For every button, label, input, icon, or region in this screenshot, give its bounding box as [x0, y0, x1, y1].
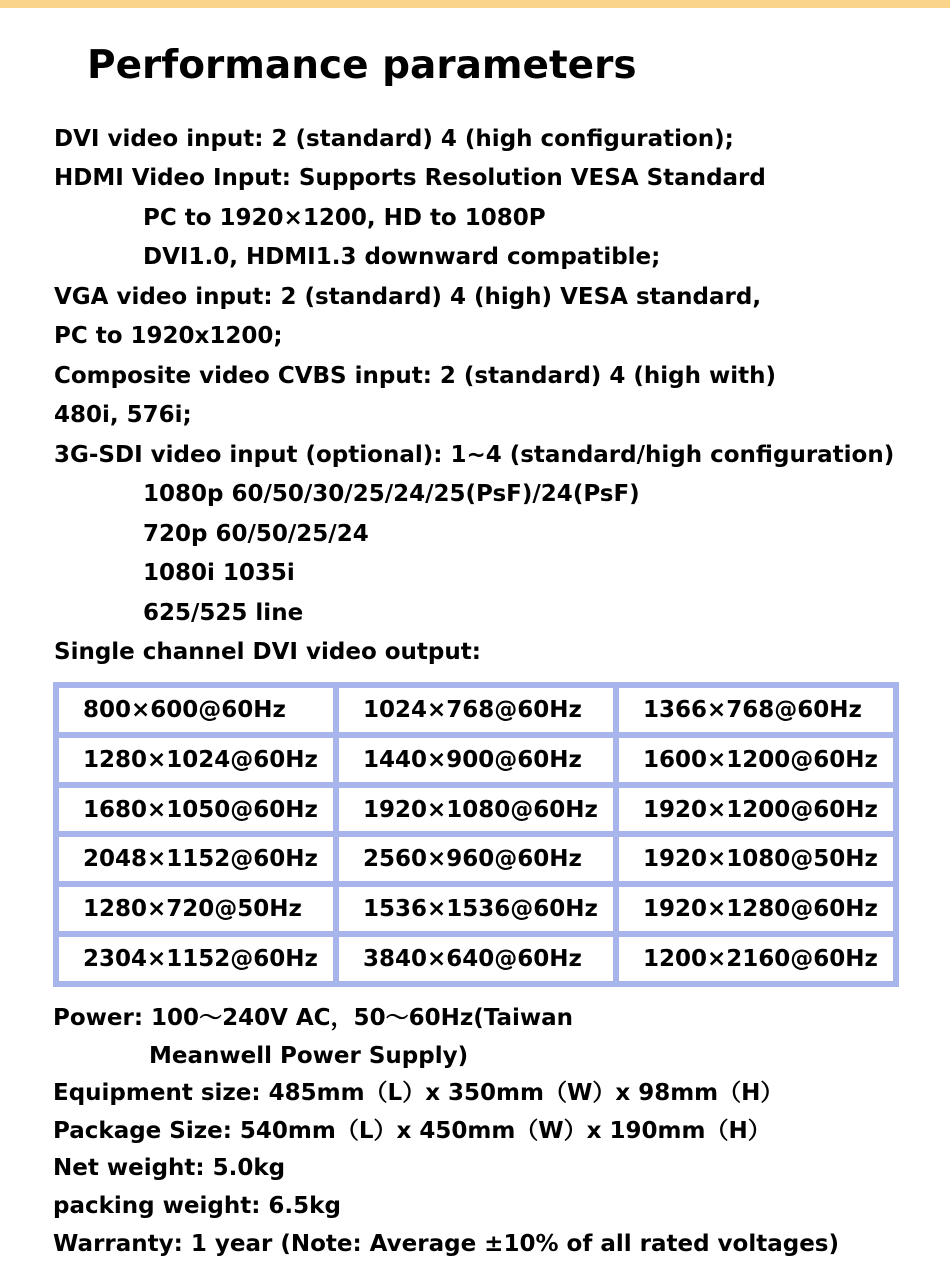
- table-row: [56, 785, 896, 835]
- table-cell: 1366×768@60Hz: [616, 685, 896, 735]
- table-cell: 800×600@60Hz: [56, 685, 336, 735]
- table-cell: 2304×1152@60Hz: [56, 934, 336, 984]
- spec-cvbs-input: Composite video CVBS input: 2 (standard) 4 (high with): [54, 363, 776, 389]
- table-cell: 1280×720@50Hz: [56, 884, 336, 934]
- spec-packing-weight: packing weight: 6.5kg: [53, 1193, 341, 1219]
- spec-dvi-input: DVI video input: 2 (standard) 4 (high configuration);: [54, 126, 734, 152]
- spec-cvbs-formats: 480i, 576i;: [54, 402, 192, 428]
- spec-hdmi-input: HDMI Video Input: Supports Resolution VESA Standard: [54, 165, 766, 191]
- spec-vga-resolution: PC to 1920x1200;: [54, 323, 283, 349]
- table-cell: 1440×900@60Hz: [336, 735, 616, 785]
- spec-warranty: Warranty: 1 year (Note: Average ±10% of all rated voltages): [53, 1231, 840, 1257]
- table-cell: 1600×1200@60Hz: [616, 735, 896, 785]
- table-cell: 2560×960@60Hz: [336, 834, 616, 884]
- resolution-table: [53, 682, 899, 987]
- spec-power-supply: Meanwell Power Supply): [149, 1043, 469, 1069]
- spec-package-size: Package Size: 540mm（L）x 450mm（W）x 190mm（H）: [53, 1118, 771, 1144]
- spec-equipment-size: Equipment size: 485mm（L）x 350mm（W）x 98mm（H）: [53, 1080, 784, 1106]
- spec-hdmi-compat: DVI1.0, HDMI1.3 downward compatible;: [143, 244, 661, 270]
- table-row: [56, 884, 896, 934]
- table-cell: 1920×1280@60Hz: [616, 884, 896, 934]
- table-cell: 1920×1200@60Hz: [616, 785, 896, 835]
- spec-sdi-720p: 720p 60/50/25/24: [143, 521, 369, 547]
- spec-net-weight: Net weight: 5.0kg: [53, 1155, 286, 1181]
- table-row: [56, 735, 896, 785]
- spec-dvi-output: Single channel DVI video output:: [54, 639, 481, 665]
- spec-hdmi-resolution: PC to 1920×1200, HD to 1080P: [143, 205, 546, 231]
- top-accent-bar: [0, 0, 950, 8]
- spec-power: Power: 100～240V AC，50～60Hz(Taiwan: [53, 1005, 573, 1031]
- table-cell: 1680×1050@60Hz: [56, 785, 336, 835]
- table-cell: 3840×640@60Hz: [336, 934, 616, 984]
- table-cell: 1920×1080@60Hz: [336, 785, 616, 835]
- table-row: [56, 685, 896, 735]
- spec-sdi-1080p: 1080p 60/50/30/25/24/25(PsF)/24(PsF): [143, 481, 640, 507]
- spec-vga-input: VGA video input: 2 (standard) 4 (high) VESA standard,: [54, 284, 762, 310]
- table-cell: 1920×1080@50Hz: [616, 834, 896, 884]
- spec-sdi-input: 3G-SDI video input (optional): 1~4 (standard/high configuration): [54, 442, 895, 468]
- page-title: Performance parameters: [87, 43, 637, 88]
- table-cell: 1200×2160@60Hz: [616, 934, 896, 984]
- table-cell: 1280×1024@60Hz: [56, 735, 336, 785]
- table-cell: 1536×1536@60Hz: [336, 884, 616, 934]
- table-cell: 2048×1152@60Hz: [56, 834, 336, 884]
- spec-sdi-1080i: 1080i 1035i: [143, 560, 295, 586]
- table-row: [56, 834, 896, 884]
- table-row: [56, 934, 896, 984]
- spec-sdi-lines: 625/525 line: [143, 600, 304, 626]
- table-cell: 1024×768@60Hz: [336, 685, 616, 735]
